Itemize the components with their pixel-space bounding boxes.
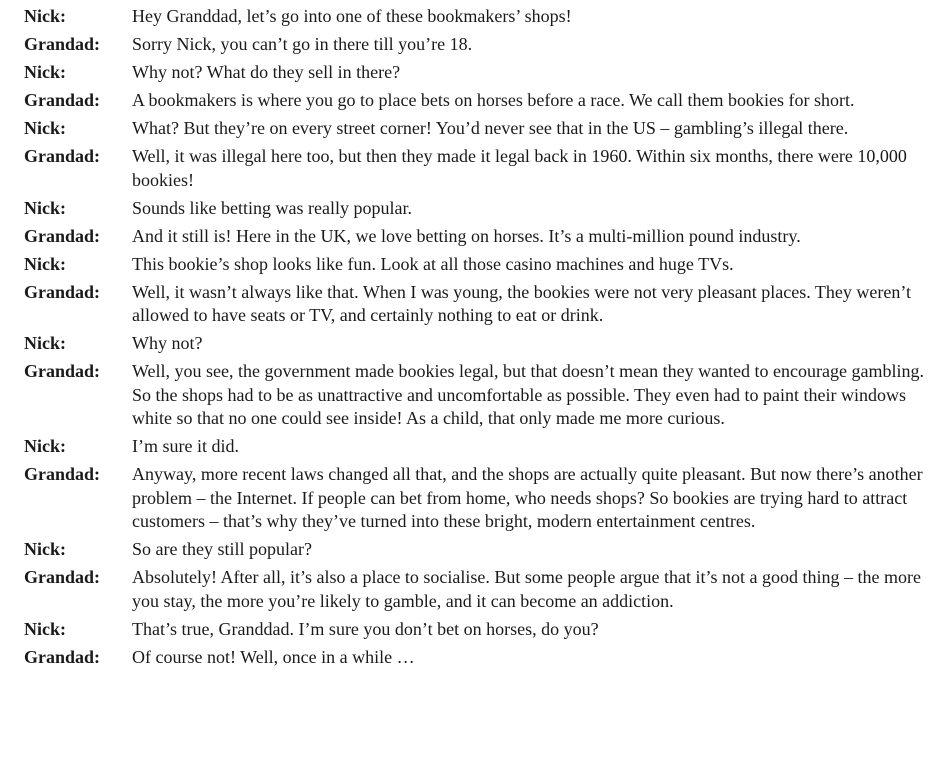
dialogue-line [24, 225, 924, 249]
line-text: Well, it wasn’t always like that. When I was young, the bookies were not very pleasant places. They weren’t allowed to have seats or TV, and certainly nothing to eat or drink. [132, 281, 912, 325]
dialogue-line [24, 332, 924, 356]
line-text: So are they still popular? [132, 539, 312, 559]
dialogue-line [24, 61, 924, 85]
dialogue-line [24, 197, 924, 221]
dialogue-line [24, 435, 924, 459]
dialogue-transcript [24, 5, 924, 674]
dialogue-line [24, 281, 924, 328]
line-text: Of course not! Well, once in a while … [132, 646, 415, 667]
dialogue-line [24, 89, 924, 113]
speaker-name: Nick: [24, 333, 66, 353]
speaker-name: Nick: [24, 118, 66, 138]
dialogue-line [24, 566, 924, 613]
line-text: Absolutely! After all, it’s also a place to socialise. But some people argue that it’s not a good thing – the more you stay, the more you’re likely to gamble, and it can become an addiction. [132, 567, 922, 611]
speaker-name: Grandad: [24, 567, 101, 587]
speaker-name: Nick: [24, 436, 66, 456]
line-text: Well, it was illegal here too, but then they made it legal back in 1960. Within six months, there were 10,000 bookies! [132, 146, 907, 190]
speaker-name: Nick: [24, 6, 66, 26]
dialogue-line [24, 463, 924, 534]
dialogue-line [24, 117, 924, 141]
speaker-name: Grandad: [24, 90, 101, 110]
speaker-name: Nick: [24, 253, 66, 274]
speaker-name: Grandad: [24, 361, 101, 381]
dialogue-line [24, 618, 924, 642]
line-text: That’s true, Granddad. I’m sure you don’t bet on horses, do you? [132, 618, 599, 639]
dialogue-line [24, 33, 924, 57]
dialogue-line [24, 145, 924, 192]
line-text: Sorry Nick, you can’t go in there till you’re 18. [132, 34, 473, 54]
line-text: Sounds like betting was really popular. [132, 197, 412, 218]
dialogue-line [24, 360, 924, 431]
speaker-name: Grandad: [24, 34, 101, 54]
line-text: This bookie’s shop looks like fun. Look at all those casino machines and huge TVs. [132, 253, 734, 274]
speaker-name: Grandad: [24, 146, 101, 166]
speaker-name: Nick: [24, 197, 66, 218]
line-text: Well, you see, the government made bookies legal, but that doesn’t mean they wanted to encourage gambling. So the shops had to be as unattractive and uncomfortable as possible. They even had to paint their windows white so that no one could see inside! As a child, that only made me more curious. [132, 361, 924, 428]
speaker-name: Nick: [24, 62, 66, 82]
speaker-name: Nick: [24, 539, 66, 559]
line-text: I’m sure it did. [132, 436, 239, 456]
speaker-name: Nick: [24, 618, 66, 639]
dialogue-line [24, 5, 924, 29]
speaker-name: Grandad: [24, 646, 101, 667]
dialogue-line [24, 253, 924, 277]
line-text: And it still is! Here in the UK, we love betting on horses. It’s a multi-million pound industry. [132, 225, 801, 246]
dialogue-line [24, 538, 924, 562]
line-text: Anyway, more recent laws changed all that, and the shops are actually quite pleasant. But now there’s another problem – the Internet. If people can bet from home, who needs shops? So bookies are trying hard to attract customers – that’s why they’ve turned into these bright, modern entertainment centres. [132, 464, 923, 531]
speaker-name: Grandad: [24, 281, 101, 302]
line-text: What? But they’re on every street corner! You’d never see that in the US – gambling’s illegal there. [132, 118, 849, 138]
line-text: Hey Granddad, let’s go into one of these bookmakers’ shops! [132, 6, 572, 26]
line-text: Why not? [132, 333, 203, 353]
line-text: A bookmakers is where you go to place bets on horses before a race. We call them bookies for short. [132, 90, 855, 110]
line-text: Why not? What do they sell in there? [132, 62, 401, 82]
speaker-name: Grandad: [24, 225, 101, 246]
speaker-name: Grandad: [24, 464, 101, 484]
dialogue-line [24, 646, 924, 670]
